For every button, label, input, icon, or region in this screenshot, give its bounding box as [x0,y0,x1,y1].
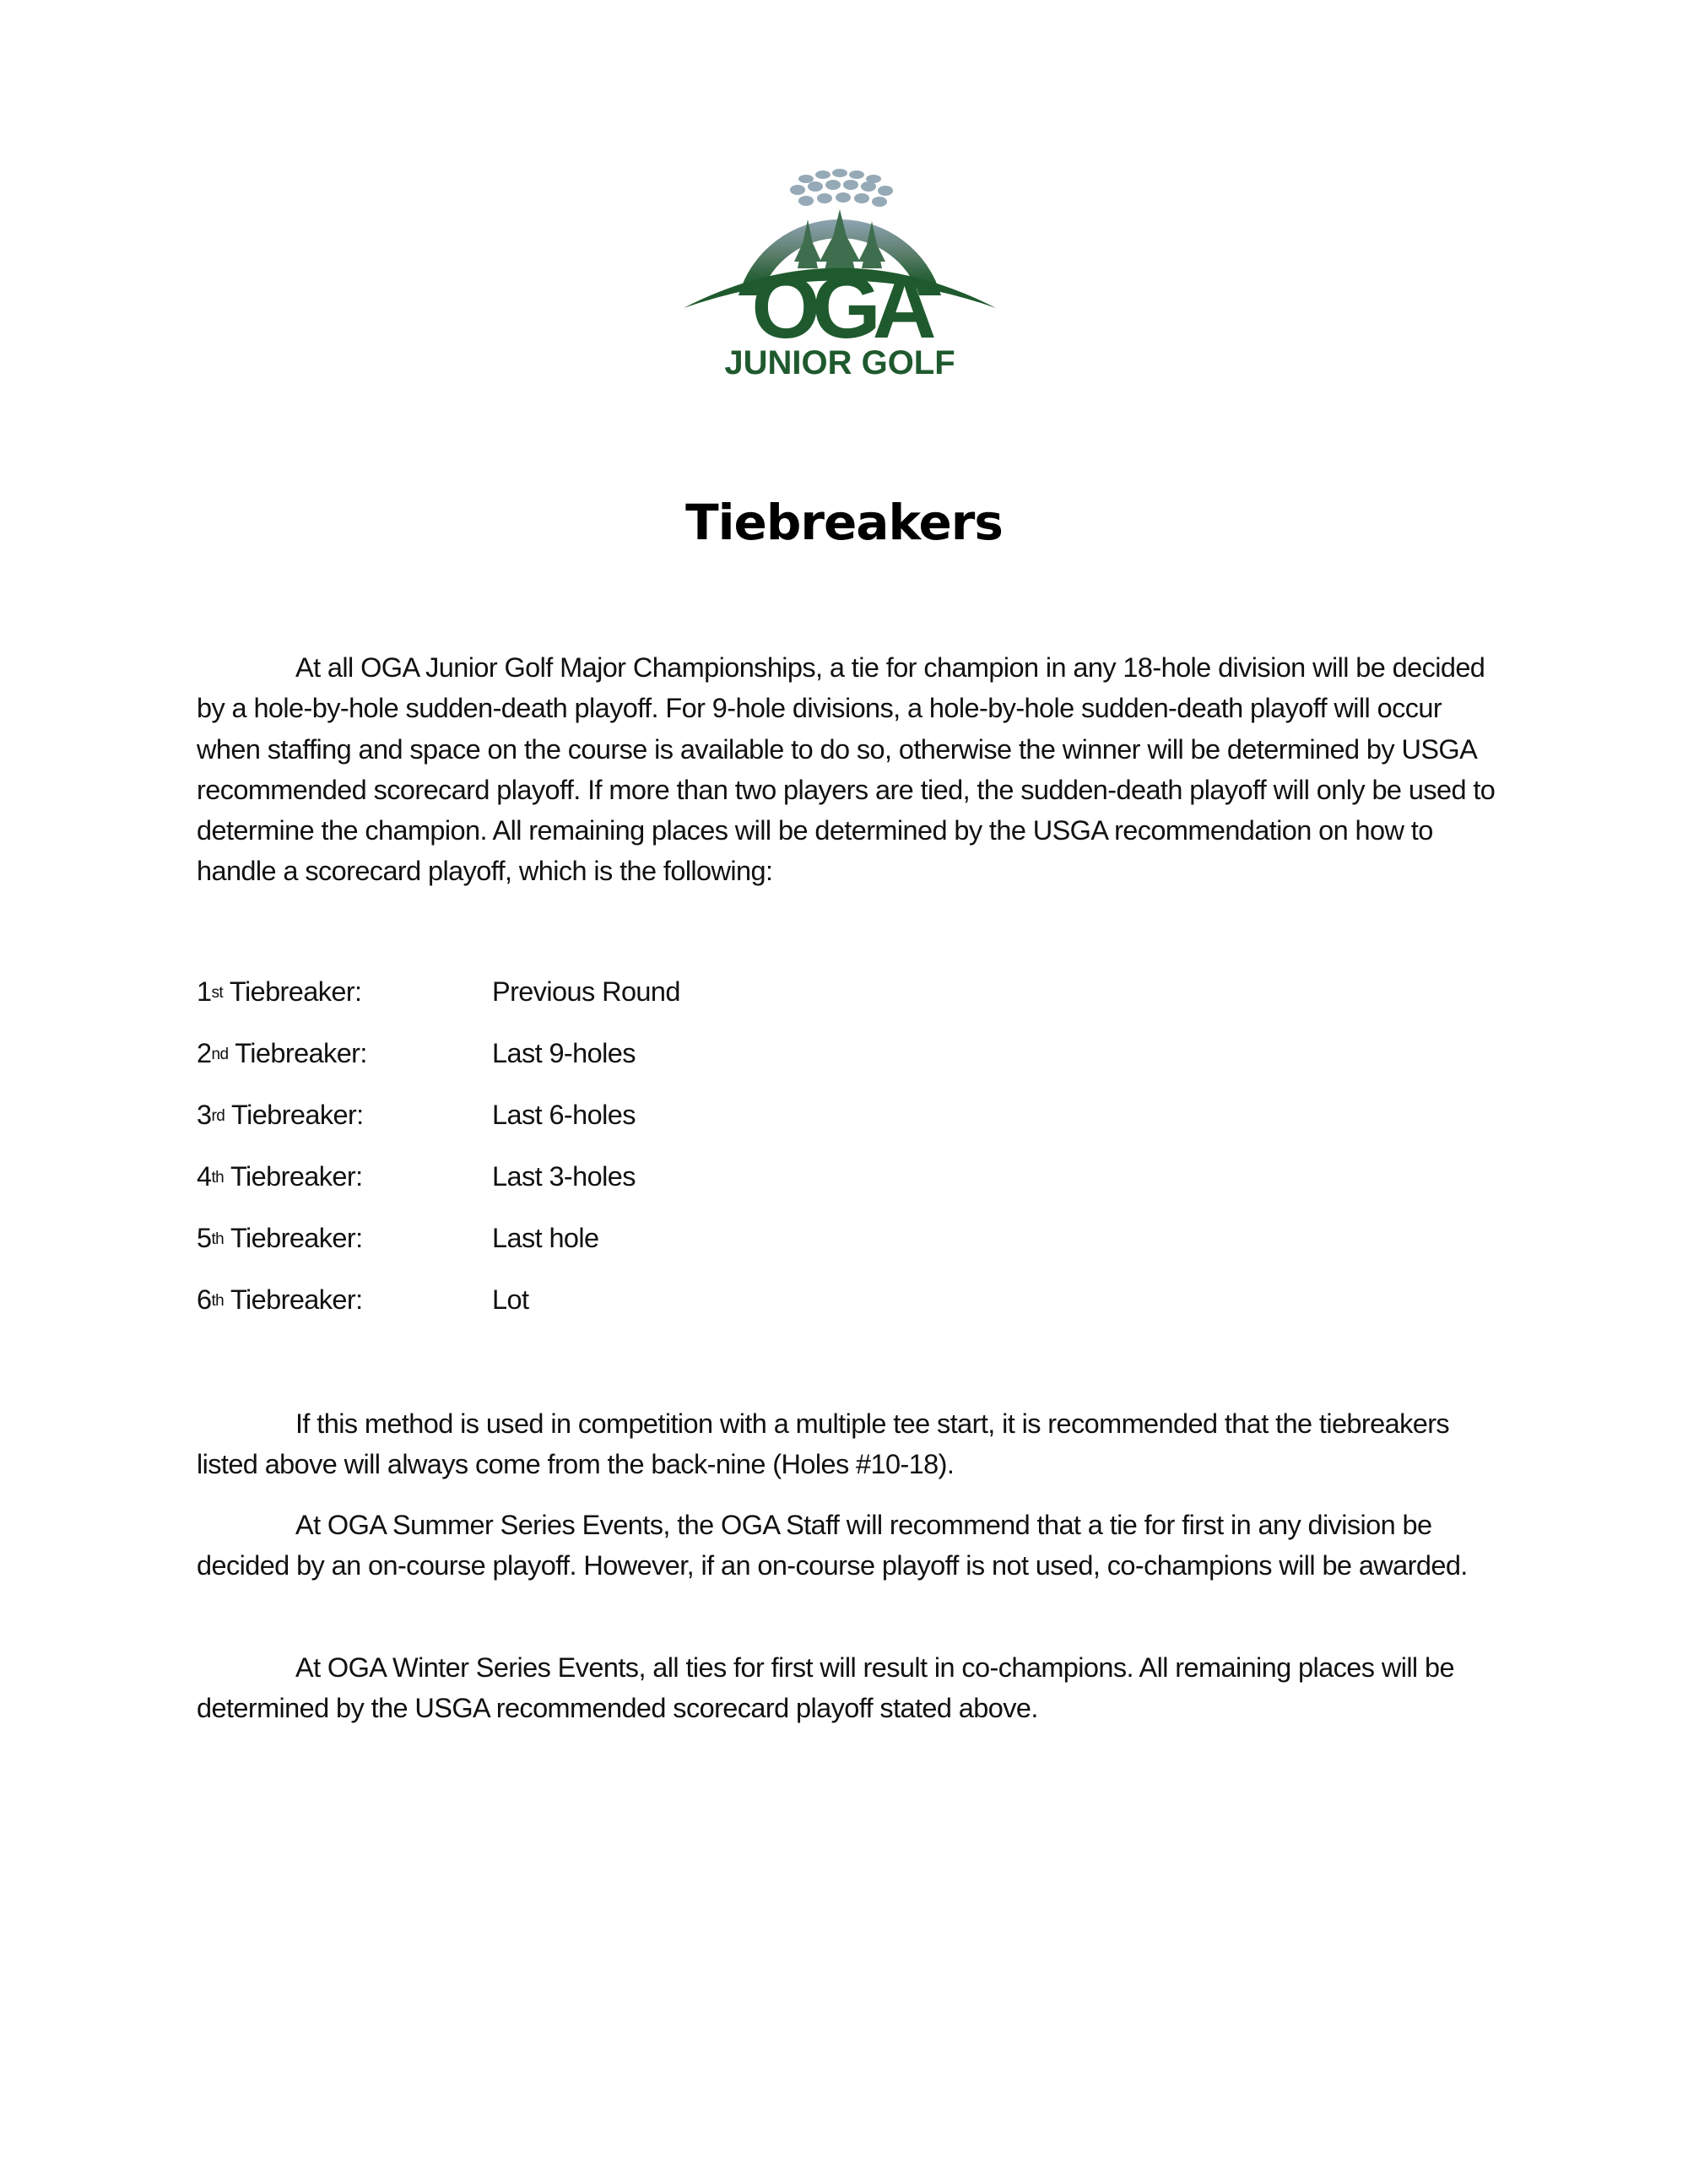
tiebreaker-value: Last 9-holes [492,1038,636,1068]
multiple-tee-paragraph [197,1403,1496,1485]
tiebreaker-label: 3rd Tiebreaker: [197,1100,364,1130]
tiebreaker-value: Previous Round [492,976,680,1007]
winter-series-paragraph [197,1647,1496,1729]
tiebreaker-label: 1st Tiebreaker: [197,976,362,1007]
logo-junior-golf-text: JUNIOR GOLF [724,344,955,380]
tiebreaker-value: Last 6-holes [492,1100,636,1130]
tiebreaker-value: Last hole [492,1223,599,1253]
intro-paragraph [197,647,1496,892]
page-title: Tiebreakers [685,494,1003,551]
winter-series-text: At OGA Winter Series Events, all ties for first will result in co-champions. All remaining places will be determined by the USGA recommended scorecard playoff stated above. [197,1652,1454,1724]
tiebreaker-value: Last 3-holes [492,1161,636,1192]
tiebreaker-label: 2nd Tiebreaker: [197,1038,367,1068]
golf-ball-trees-icon [679,135,1000,380]
tiebreaker-value: Lot [492,1284,529,1315]
summer-series-paragraph [197,1505,1496,1587]
summer-series-text: At OGA Summer Series Events, the OGA Staff will recommend that a tie for first in any division be decided by an on-course playoff. However, if an on-course playoff is not used, co-champions will be awarded. [197,1510,1468,1581]
multiple-tee-text: If this method is used in competition with a multiple tee start, it is recommended that the tiebreakers listed above will always come from the back-nine (Holes #10-18). [197,1408,1450,1480]
oga-junior-golf-logo [679,135,1000,380]
tiebreaker-label: 4th Tiebreaker: [197,1161,363,1192]
tiebreaker-label: 5th Tiebreaker: [197,1223,363,1253]
intro-text: At all OGA Junior Golf Major Championships, a tie for champion in any 18-hole division will be decided by a hole-by-hole sudden-death playoff. For 9-hole divisions, a hole-by-hole sudden-death playoff will occur when staffing and space on the course is available to do so, otherwise the winner will be determined by USGA recommended scorecard playoff. If more than two players are tied, the sudden-death playoff will only be used to determine the champion. All remaining places will be determined by the USGA recommendation on how to handle a scorecard playoff, which is the following: [197,652,1496,887]
logo-oga-text: OGA [751,258,928,357]
tiebreaker-label: 6th Tiebreaker: [197,1284,363,1315]
